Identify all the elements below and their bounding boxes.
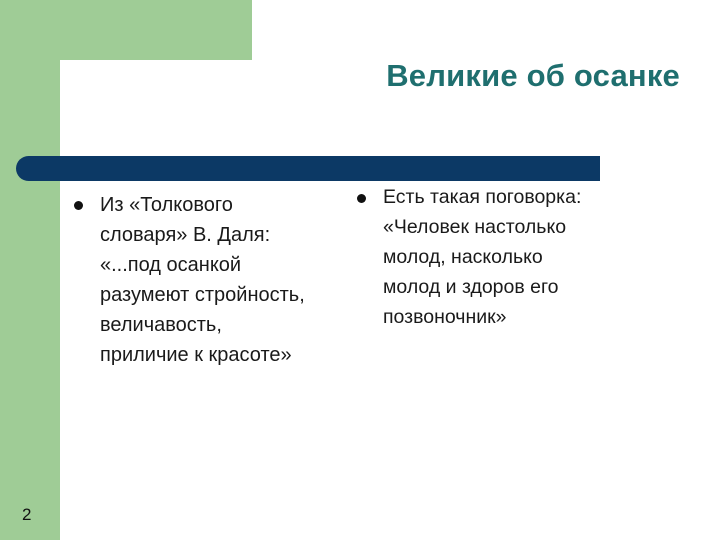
text-line: величавость, xyxy=(100,314,222,336)
left-bullet-text xyxy=(100,190,362,370)
left-green-band xyxy=(0,0,60,540)
text-line: словаря» В. Даля: xyxy=(100,224,271,246)
text-line: молод, насколько xyxy=(383,246,543,268)
text-line: Из «Толкового xyxy=(100,194,233,216)
bullet-icon xyxy=(74,201,83,210)
top-green-band xyxy=(60,0,252,60)
slide-title: Великие об осанке xyxy=(386,58,680,93)
title-divider-bar xyxy=(16,156,600,181)
text-line: «...под осанкой xyxy=(100,254,242,276)
text-line: разумеют стройность, xyxy=(100,284,305,306)
rounded-corner xyxy=(60,60,120,120)
text-line: приличие к красоте» xyxy=(100,344,292,366)
text-line: молод и здоров его xyxy=(383,276,559,298)
page-number: 2 xyxy=(22,505,32,524)
text-line: позвоночник» xyxy=(383,306,507,328)
text-line: «Человек настолько xyxy=(383,216,567,238)
bullet-icon xyxy=(357,194,366,203)
right-bullet-text xyxy=(383,182,673,332)
text-line: Есть такая поговорка: xyxy=(383,186,582,208)
